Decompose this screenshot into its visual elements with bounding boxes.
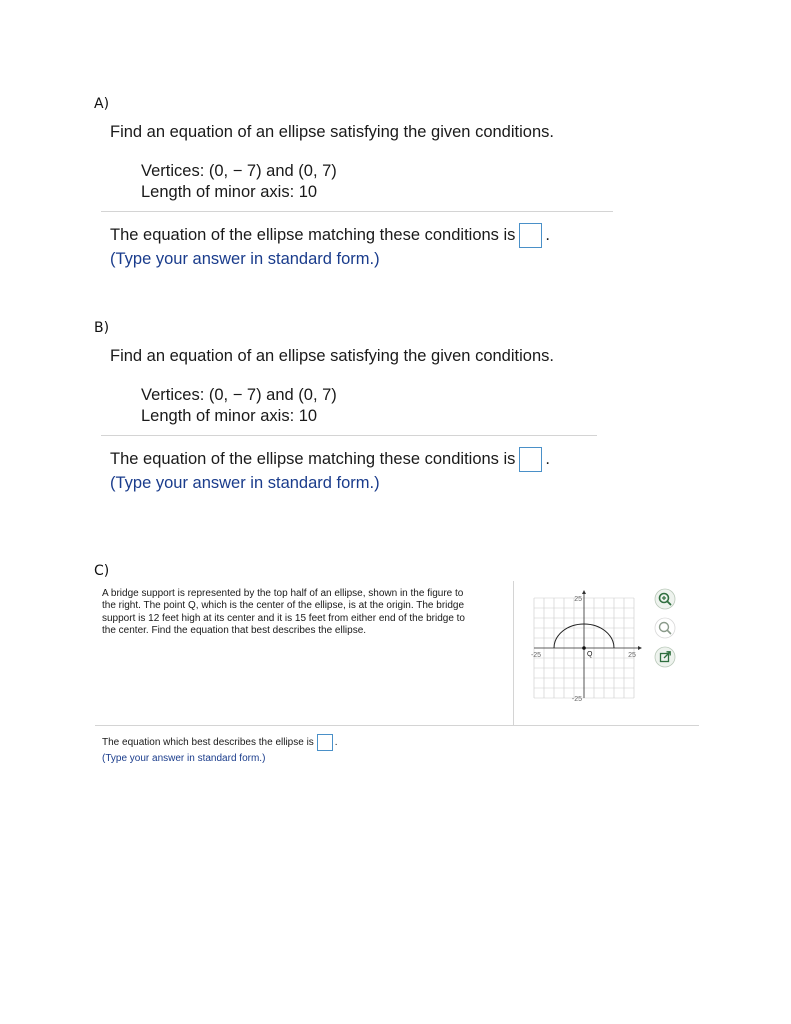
section-b-label: B) xyxy=(94,320,110,336)
section-c-answer-text: The equation which best describes the ellipse is xyxy=(102,736,314,748)
y-axis-bottom-label: -25 xyxy=(571,696,582,703)
section-b-prompt: Find an equation of an ellipse satisfying the given conditions. xyxy=(110,347,554,365)
section-c-answer-period: . xyxy=(334,736,338,748)
section-b-divider xyxy=(101,435,597,436)
section-c-divider xyxy=(95,725,699,726)
section-c-problem xyxy=(102,588,512,638)
x-axis-left-label: -25 xyxy=(530,652,542,659)
ellipse-graph xyxy=(520,584,648,712)
problem-line: support is 12 feet high at its center and it is 15 feet from either end of the bridge to xyxy=(102,612,465,624)
section-a-label: A) xyxy=(94,96,110,112)
section-a-hint: (Type your answer in standard form.) xyxy=(110,250,380,268)
section-b-minor-axis: Length of minor axis: 10 xyxy=(141,407,318,425)
problem-line: A bridge support is represented by the top half of an ellipse, shown in the figure to xyxy=(102,588,464,599)
section-c-answer-line xyxy=(102,733,338,751)
zoom-out-icon[interactable] xyxy=(654,617,676,639)
section-b-hint: (Type your answer in standard form.) xyxy=(110,474,380,492)
section-a-answer-line xyxy=(110,222,550,248)
section-b-vertices: Vertices: (0, − 7) and (0, 7) xyxy=(141,386,337,404)
popout-icon[interactable] xyxy=(654,646,676,668)
y-axis-top-label: 25 xyxy=(574,596,582,603)
graph-axes xyxy=(534,590,642,698)
section-b-answer-text: The equation of the ellipse matching these conditions is xyxy=(110,449,516,468)
section-b-answer-box[interactable] xyxy=(519,447,542,472)
problem-line: the center. Find the equation that best describes the ellipse. xyxy=(102,625,367,637)
section-a-vertices: Vertices: (0, − 7) and (0, 7) xyxy=(141,162,337,180)
section-a-answer-box[interactable] xyxy=(519,223,542,248)
section-a-answer-period: . xyxy=(545,225,551,244)
center-point-q xyxy=(582,646,586,650)
x-axis-right-label: 25 xyxy=(628,652,636,659)
section-b-answer-period: . xyxy=(545,449,551,468)
section-c-label: C) xyxy=(94,563,110,579)
section-a-prompt: Find an equation of an ellipse satisfying the given conditions. xyxy=(110,123,554,141)
zoom-in-icon[interactable] xyxy=(654,588,676,610)
section-a-divider xyxy=(101,211,613,212)
x-axis-arrow xyxy=(638,646,642,650)
section-a-minor-axis: Length of minor axis: 10 xyxy=(141,183,318,201)
section-a-answer-text: The equation of the ellipse matching these conditions is xyxy=(110,225,516,244)
y-axis-arrow xyxy=(582,590,586,594)
section-c-answer-box[interactable] xyxy=(317,734,333,751)
section-c-vertical-divider xyxy=(513,581,514,725)
problem-line: the right. The point Q, which is the center of the ellipse, is at the origin. The bridge xyxy=(102,600,465,612)
section-c-hint: (Type your answer in standard form.) xyxy=(102,753,266,764)
section-b-answer-line xyxy=(110,446,550,472)
point-q-label: Q xyxy=(587,651,593,658)
